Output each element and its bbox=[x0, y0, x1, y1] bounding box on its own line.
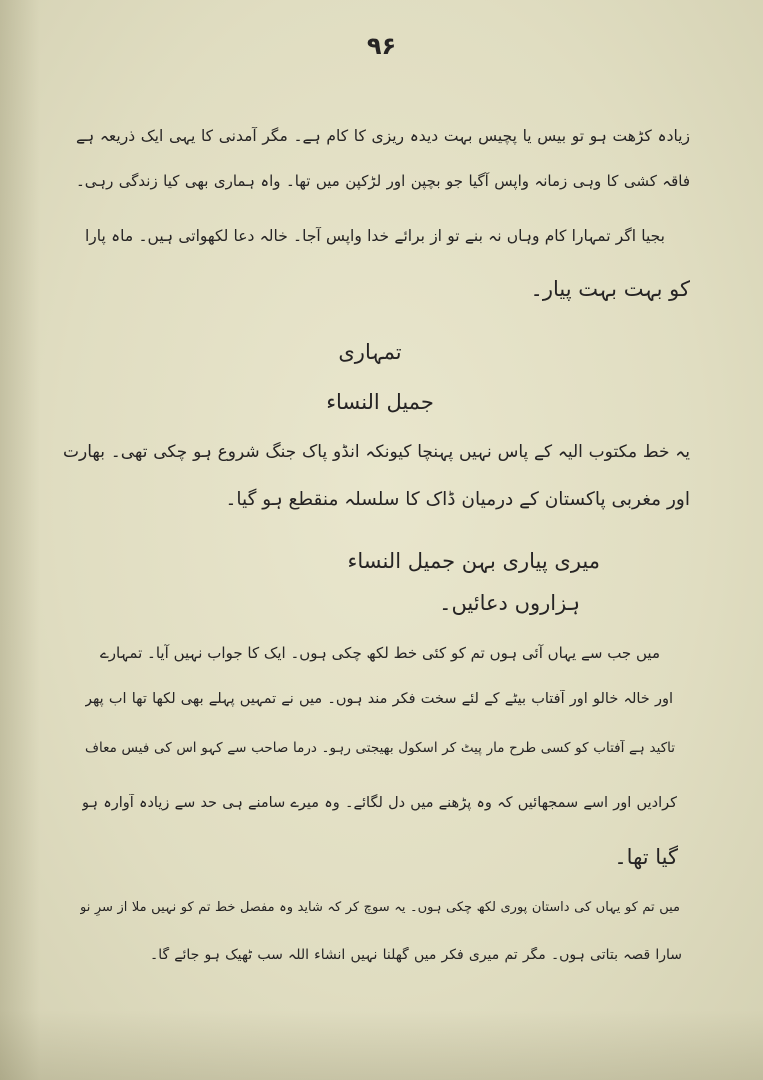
paragraph1-line-1: زیادہ کڑھت ہو تو بیس یا پچیس بہت دیدہ ریزی کا کام ہے۔ مگر آمدنی کا یہی ایک ذریعہ ہے bbox=[76, 127, 690, 145]
paragraph3-line-1: میں تم کو یہاں کی داستان پوری لکھ چکی ہوں۔ یہ سوچ کر کہ شاید وہ مفصل خط تم کو نہیں ملا از سرِ نو bbox=[80, 900, 680, 915]
paragraph1-line-2: فاقہ کشی کا وہی زمانہ واپس آگیا جو بچپن اور لڑکپن میں تھا۔ واہ ہماری بھی کیا زندگی رہی۔ bbox=[76, 172, 690, 190]
paragraph2-line-5: گیا تھا۔ bbox=[614, 845, 678, 869]
page-left-shadow bbox=[0, 0, 40, 1080]
closing-text: تمہاری bbox=[338, 340, 402, 364]
salutation: میری پیاری بہن جمیل النساء bbox=[347, 549, 600, 573]
note-line-1: یہ خط مکتوب الیہ کے پاس نہیں پہنچا کیونکہ انڈو پاک جنگ شروع ہو چکی تھی۔ بھارت bbox=[63, 442, 690, 462]
paragraph2-line-4: کرادیں اور اسے سمجھائیں کہ وہ پڑھنے میں دل لگائے۔ وہ میرے سامنے ہی حد سے زیادہ آوارہ ہو bbox=[82, 795, 677, 811]
note-line-2: اور مغربی پاکستان کے درمیان ڈاک کا سلسلہ منقطع ہو گیا۔ bbox=[225, 489, 690, 510]
paragraph1-line-4: کو بہت بہت پیار۔ bbox=[530, 277, 690, 301]
paragraph3-line-2: سارا قصہ بتاتی ہوں۔ مگر تم میری فکر میں گھلنا نہیں انشاء اللہ سب ٹھیک ہو جائے گا۔ bbox=[150, 947, 682, 963]
paragraph1-line-3: بجیا اگر تمہارا کام وہاں نہ بنے تو از برائے خدا واپس آجا۔ خالہ دعا لکھواتی ہیں۔ ماہ پارا bbox=[85, 227, 665, 245]
paragraph2-line-3: تاکید ہے آفتاب کو کسی طرح مار پیٹ کر اسکول بھیجتی رہو۔ درما صاحب سے کہو اس کی فیس معاف bbox=[85, 740, 675, 756]
page-bottom-shadow bbox=[0, 1010, 763, 1080]
signature: جمیل النساء bbox=[326, 390, 434, 414]
greeting: ہزاروں دعائیں۔ bbox=[439, 591, 580, 615]
paragraph2-line-1: میں جب سے یہاں آئی ہوں تم کو کئی خط لکھ چکی ہوں۔ ایک کا جواب نہیں آیا۔ تمہارے bbox=[100, 644, 660, 662]
page-number: ۹۶ bbox=[366, 32, 397, 60]
paragraph2-line-2: اور خالہ خالو اور آفتاب بیٹے کے لئے سخت فکر مند ہوں۔ میں نے تمہیں پہلے بھی لکھا تھا اب پھر bbox=[85, 691, 673, 707]
